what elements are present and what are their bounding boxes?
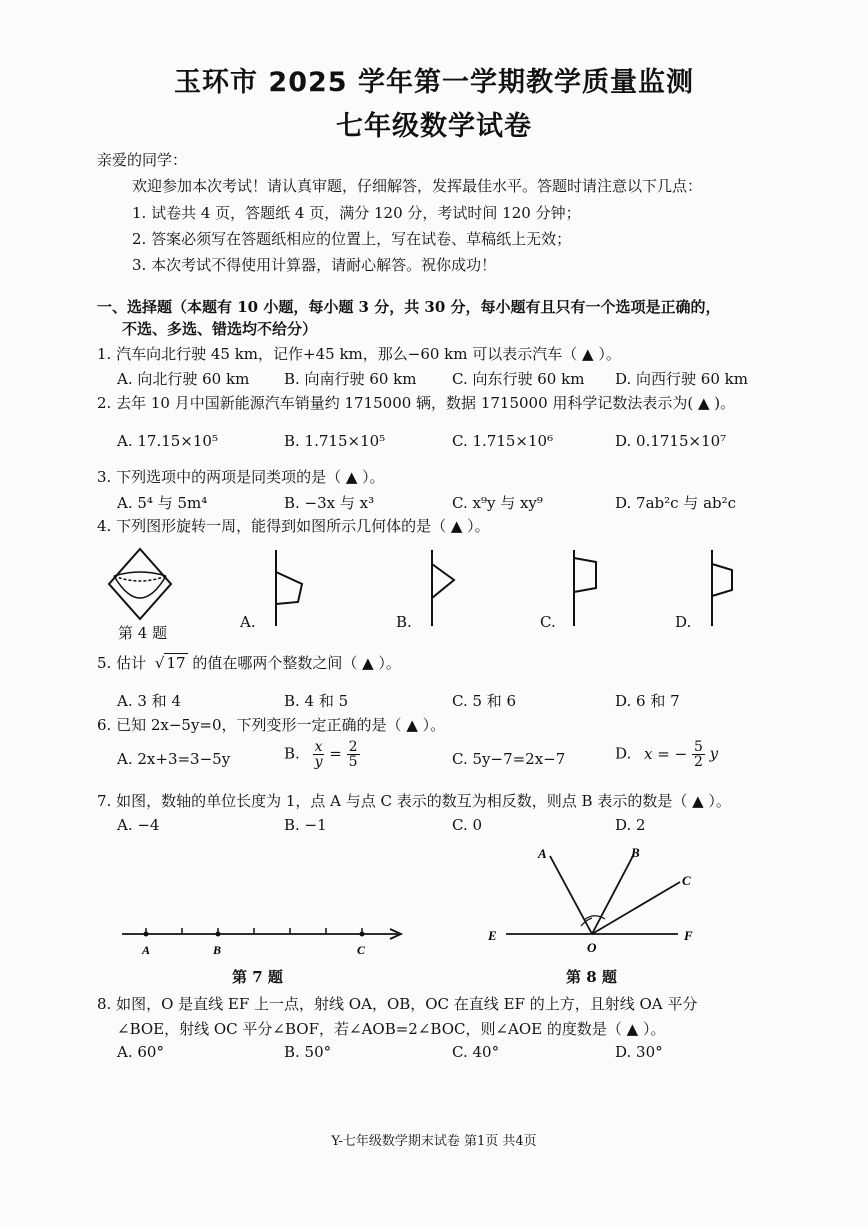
q2-option-b: B. 1.715×10⁵ xyxy=(284,432,386,450)
q5-stem-pre: 5. 估计 xyxy=(97,654,147,672)
welcome-text: 欢迎参加本次考试！请认真审题，仔细解答，发挥最佳水平。答题时请注意以下几点： xyxy=(132,177,703,195)
q6-option-c: C. 5y−7=2x−7 xyxy=(452,750,566,768)
point-a-label: A xyxy=(142,943,151,957)
q7-number-line xyxy=(118,922,408,958)
q3-option-a: A. 5⁴ 与 5m⁴ xyxy=(117,494,208,512)
note-1: 1. 试卷共 4 页，答题纸 4 页，满分 120 分，考试时间 120 分钟； xyxy=(132,204,581,222)
q6-option-d: D. x = − $\frac{5}{2}$ y xyxy=(615,739,719,770)
q4-option-c-figure xyxy=(566,548,606,628)
q7-option-d: D. 2 xyxy=(615,816,646,834)
q3-stem: 3. 下列选项中的两项是同类项的是（ ▲ ）。 xyxy=(97,468,385,486)
point-o-label: O xyxy=(587,940,597,955)
q8-stem-line2: ∠BOE，射线 OC 平分∠BOF，若∠AOB=2∠BOC，则∠AOE 的度数是（ ▲ ）。 xyxy=(117,1020,666,1038)
ray-b-label: B xyxy=(631,845,640,860)
q2-option-c: C. 1.715×10⁶ xyxy=(452,432,554,450)
q6-option-d-label: D. xyxy=(615,744,632,763)
q7-figure-caption: 第 7 题 xyxy=(232,968,283,986)
ray-a-label: A xyxy=(538,846,547,861)
q7-option-c: C. 0 xyxy=(452,816,483,834)
q1-option-d: D. 向西行驶 60 km xyxy=(615,370,748,388)
q1-option-b: B. 向南行驶 60 km xyxy=(284,370,417,388)
q3-option-c: C. x⁹y 与 xy⁹ xyxy=(452,494,543,512)
q7-option-a: A. −4 xyxy=(117,816,160,834)
q4-option-d-label: D. xyxy=(675,613,692,631)
q2-option-d: D. 0.1715×10⁷ xyxy=(615,432,727,450)
point-b-label: B xyxy=(213,943,222,957)
q5-option-c: C. 5 和 6 xyxy=(452,692,517,710)
q8-figure-caption: 第 8 题 xyxy=(566,968,617,986)
exam-title: 玉环市 2025 学年第一学期教学质量监测 xyxy=(174,67,694,98)
q4-solid-figure xyxy=(106,546,174,624)
q6-b-rhs-fraction: $\frac{2}{5}$ xyxy=(348,739,358,770)
q1-stem: 1. 汽车向北行驶 45 km，记作+45 km，那么−60 km 可以表示汽车（ ▲ ）。 xyxy=(97,345,621,363)
q3-option-b: B. −3x 与 x³ xyxy=(284,494,375,512)
section-heading: 一、选择题（本题有 10 小题，每小题 3 分，共 30 分，每小题有且只有一个选项是正确的， xyxy=(97,298,721,316)
point-c-label: C xyxy=(357,943,366,957)
ray-c-label: C xyxy=(682,873,691,888)
q6-option-b-label: B. xyxy=(284,744,300,763)
section-heading-line2: 不选、多选、错选均不给分） xyxy=(122,320,318,338)
q6-b-lhs-fraction: $\frac{x}{y}$ xyxy=(314,739,323,770)
q6-d-fraction: $\frac{5}{2}$ xyxy=(693,739,703,770)
q8-option-d: D. 30° xyxy=(615,1043,663,1061)
note-3: 3. 本次考试不得使用计算器，请耐心解答。祝你成功！ xyxy=(132,256,497,274)
q5-option-d: D. 6 和 7 xyxy=(615,692,680,710)
q4-figure-caption: 第 4 题 xyxy=(118,624,168,642)
q2-option-a: A. 17.15×10⁵ xyxy=(117,432,218,450)
sqrt-symbol: √ xyxy=(154,654,165,672)
greeting: 亲爱的同学： xyxy=(97,151,188,169)
q8-option-c: C. 40° xyxy=(452,1043,500,1061)
q6-stem: 6. 已知 2x−5y=0，下列变形一定正确的是（ ▲ ）。 xyxy=(97,716,446,734)
point-e-label: E xyxy=(488,928,497,943)
exam-subtitle: 七年级数学试卷 xyxy=(336,111,532,142)
q5-radicand: 17 xyxy=(166,654,186,672)
q4-option-b-label: B. xyxy=(396,613,412,631)
q8-stem-line1: 8. 如图，O 是直线 EF 上一点，射线 OA，OB，OC 在直线 EF 的上方，且射线 OA 平分 xyxy=(97,995,698,1013)
q3-option-d: D. 7ab²c 与 ab²c xyxy=(615,494,737,512)
q4-option-d-figure xyxy=(704,548,744,628)
q5-option-b: B. 4 和 5 xyxy=(284,692,349,710)
q8-angle-figure xyxy=(484,840,704,958)
note-2: 2. 答案必须写在答题纸相应的位置上，写在试卷、草稿纸上无效； xyxy=(132,230,572,248)
q4-option-c-label: C. xyxy=(540,613,556,631)
q4-option-a-figure xyxy=(268,548,310,628)
q1-option-c: C. 向东行驶 60 km xyxy=(452,370,585,388)
page-footer: Y-七年级数学期末试卷 第1页 共4页 xyxy=(331,1134,537,1149)
q4-option-b-figure xyxy=(424,548,464,628)
q6-option-b: B. $\frac{x}{y}$ = $\frac{2}{5}$ xyxy=(284,739,358,770)
q5-stem xyxy=(97,652,401,673)
q7-stem: 7. 如图，数轴的单位长度为 1，点 A 与点 C 表示的数互为相反数，则点 B 表示的数是（ ▲ ）。 xyxy=(97,792,731,810)
q6-option-a: A. 2x+3=3−5y xyxy=(117,750,231,768)
q8-option-b: B. 50° xyxy=(284,1043,332,1061)
q7-option-b: B. −1 xyxy=(284,816,327,834)
q2-stem: 2. 去年 10 月中国新能源汽车销量约 1715000 辆，数据 1715000 用科学记数法表示为( ▲ )。 xyxy=(97,394,736,412)
q4-stem: 4. 下列图形旋转一周，能得到如图所示几何体的是（ ▲ ）。 xyxy=(97,517,490,535)
q5-stem-post: 的值在哪两个整数之间（ ▲ ）。 xyxy=(192,654,401,672)
q8-option-a: A. 60° xyxy=(117,1043,164,1061)
q4-option-a-label: A. xyxy=(240,613,256,631)
q1-option-a: A. 向北行驶 60 km xyxy=(117,370,250,388)
point-f-label: F xyxy=(684,928,693,943)
q5-option-a: A. 3 和 4 xyxy=(117,692,181,710)
